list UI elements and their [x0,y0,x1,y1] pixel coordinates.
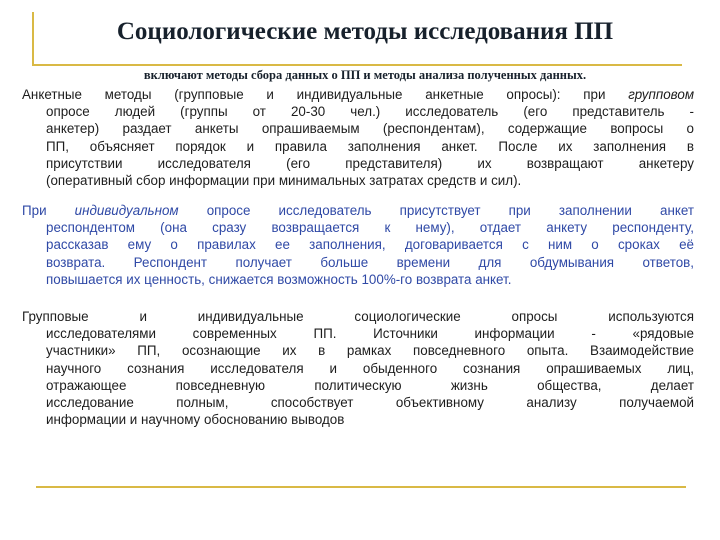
text-line: При индивидуальном опросе исследователь присутствует при заполнении анкет [22,203,694,218]
text-line: информации и научному обоснованию выводов [46,412,345,428]
text-line: рассказав ему о правилах ее заполнения, договаривается с ним о сроках её [46,237,694,253]
text-line: опросе людей (группы от 20-30 чел.) исследователь (его представитель - [46,104,694,120]
text-line: исследователями современных ПП. Источники информации - «рядовые [46,326,694,342]
text-line: возврата. Респондент получает больше времени для обдумывания ответов, [46,254,694,270]
paragraph-individual-survey [22,202,694,288]
text-line: респондентом (она сразу возвращается к нему), отдает анкету респонденту, [46,220,694,236]
text-line: анкетер) раздает анкеты опрашиваемым (респондентам), содержащие вопросы о [46,121,694,137]
bottom-divider-line [36,486,686,488]
page-title: Социологические методы исследования ПП [116,18,614,45]
paragraph-survey-usage [22,308,694,428]
paragraph-questionnaire-methods [22,86,694,189]
text-line: Анкетные методы (групповые и индивидуальные анкетные опросы): при групповом [22,87,694,102]
text-line: участники» ПП, осознающие их в рамках повседневного опыта. Взаимодействие [46,343,694,359]
text-line: научного сознания исследователя и обыденного сознания опрашиваемых лиц, [46,360,694,376]
text-line: ПП, объясняет порядок и правила заполнения анкет. После их заполнения в [46,138,694,154]
text-line: повышается их ценность, снижается возможность 100%-го возврата анкет. [46,271,512,287]
page-subtitle: включают методы сбора данных о ПП и методы анализа полученных данных. [143,68,587,82]
text-line: отражающее повседневную политическую жизнь общества, делает [46,377,694,393]
text-line: (оперативный сбор информации при минимальных затратах средств и сил). [46,173,522,189]
text-line: присутствии исследователя (его представителя) их возвращают анкетеру [46,155,694,171]
title-accent-horizontal-line [32,64,682,66]
text-line: Групповые и индивидуальные социологические опросы используются [22,309,694,324]
title-accent-vertical-line [32,12,34,64]
text-line: исследование полным, способствует объективному анализу получаемой [46,395,694,411]
